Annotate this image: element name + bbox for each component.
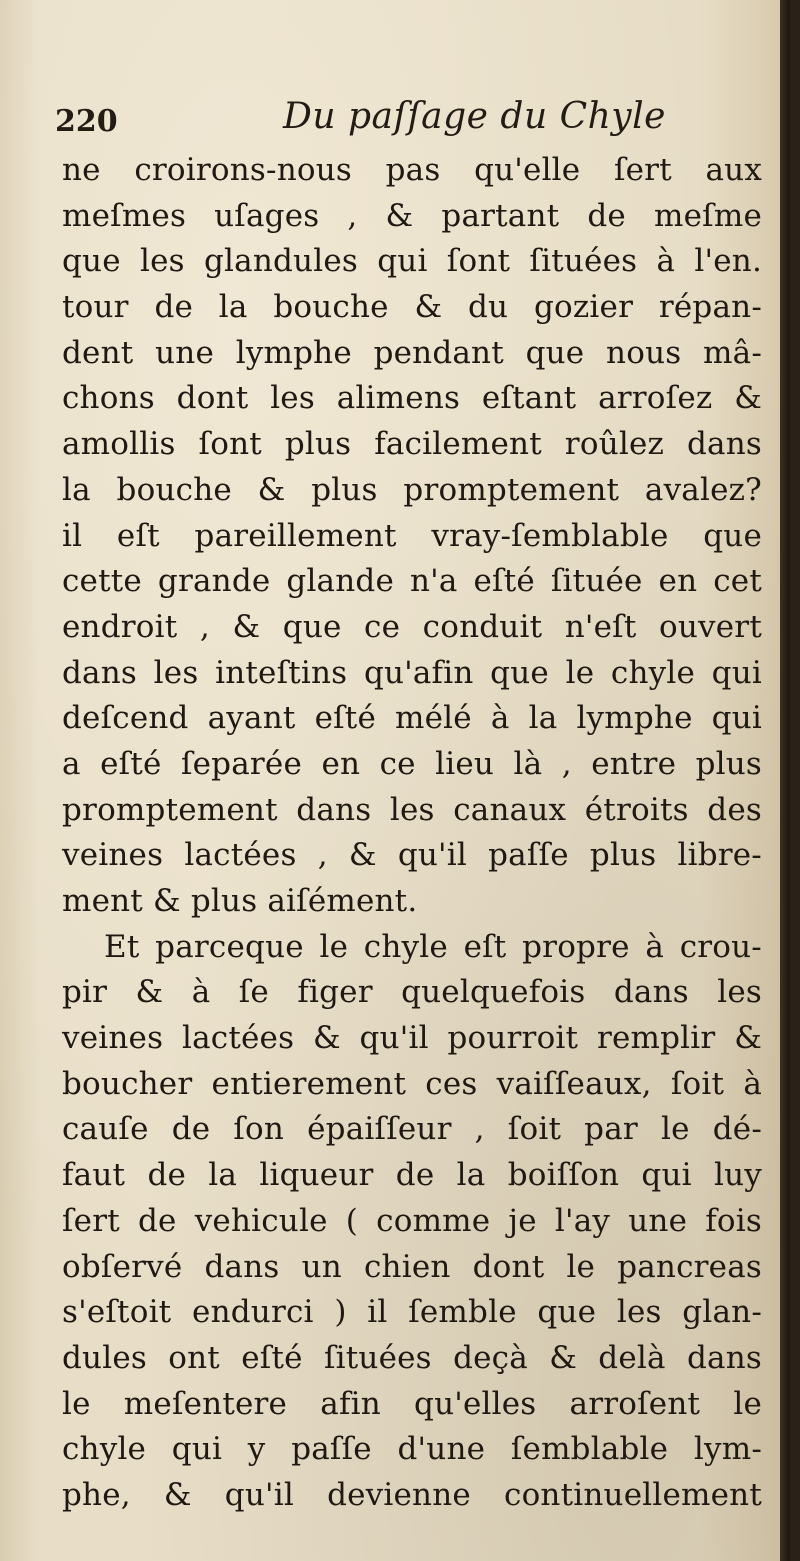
text-line: deſcend ayant eſté mélé à la lymphe qui [62, 700, 762, 737]
text-line: cette grande glande n'a eſté ſituée en cet [62, 563, 762, 600]
text-line: ſert de vehicule ( comme je l'ay une fois [62, 1202, 762, 1239]
text-line: tour de la bouche & du gozier répan- [62, 289, 762, 326]
text-line: dans les inteſtins qu'afin que le chyle qui [62, 654, 762, 691]
text-line: ne croirons-nous pas qu'elle ſert aux [62, 152, 762, 188]
text-line-paragraph-end: ment & plus aiſément. [62, 883, 418, 919]
text-line: promptement dans les canaux étroits des [62, 791, 762, 828]
text-line: s'eſtoit endurci ) il ſemble que les glan- [62, 1294, 762, 1331]
text-line: faut de la liqueur de la boiſſon qui luy [62, 1157, 762, 1194]
text-line: meſmes uſages , & partant de meſme [62, 197, 762, 234]
text-line: a eſté ſeparée en ce lieu là , entre plus [62, 745, 762, 782]
page-number: 220 [55, 104, 118, 139]
text-line: amollis ſont plus facilement roûlez dans [62, 426, 762, 463]
text-line: il eſt pareillement vray-ſemblable que [62, 517, 762, 554]
text-line: que les glandules qui ſont ſituées à l'en. [62, 243, 762, 280]
text-line: chons dont les alimens eſtant arroſez & [62, 380, 762, 417]
page-edge-shadow [780, 0, 790, 1561]
page-header [55, 96, 745, 146]
text-line: dules ont eſté ſituées deçà & delà dans [62, 1339, 762, 1376]
text-line: boucher entierement ces vaiſſeaux, ſoit à [62, 1065, 762, 1102]
text-line: endroit , & que ce conduit n'eſt ouvert [62, 608, 762, 645]
text-line: le meſentere afin qu'elles arroſent le [62, 1385, 762, 1422]
text-line: dent une lymphe pendant que nous mâ- [62, 334, 762, 371]
text-line-paragraph-start: Et parceque le chyle eſt propre à crou- [104, 928, 762, 965]
running-head: Du paſſage du Chyle [283, 96, 666, 137]
text-line: veines lactées , & qu'il paſſe plus libre- [62, 837, 762, 874]
text-line: pir & à ſe figer quelquefois dans les [62, 974, 762, 1011]
text-line: la bouche & plus promptement avalez? [62, 471, 762, 508]
body-text [62, 148, 762, 1519]
text-line: chyle qui y paſſe d'une ſemblable lym- [62, 1431, 762, 1468]
text-line: phe, & qu'il devienne continuellement [62, 1476, 762, 1513]
text-line: veines lactées & qu'il pourroit remplir & [62, 1020, 762, 1057]
text-line: obſervé dans un chien dont le pancreas [62, 1248, 762, 1285]
text-line: cauſe de ſon épaiſſeur , ſoit par le dé- [62, 1111, 762, 1148]
